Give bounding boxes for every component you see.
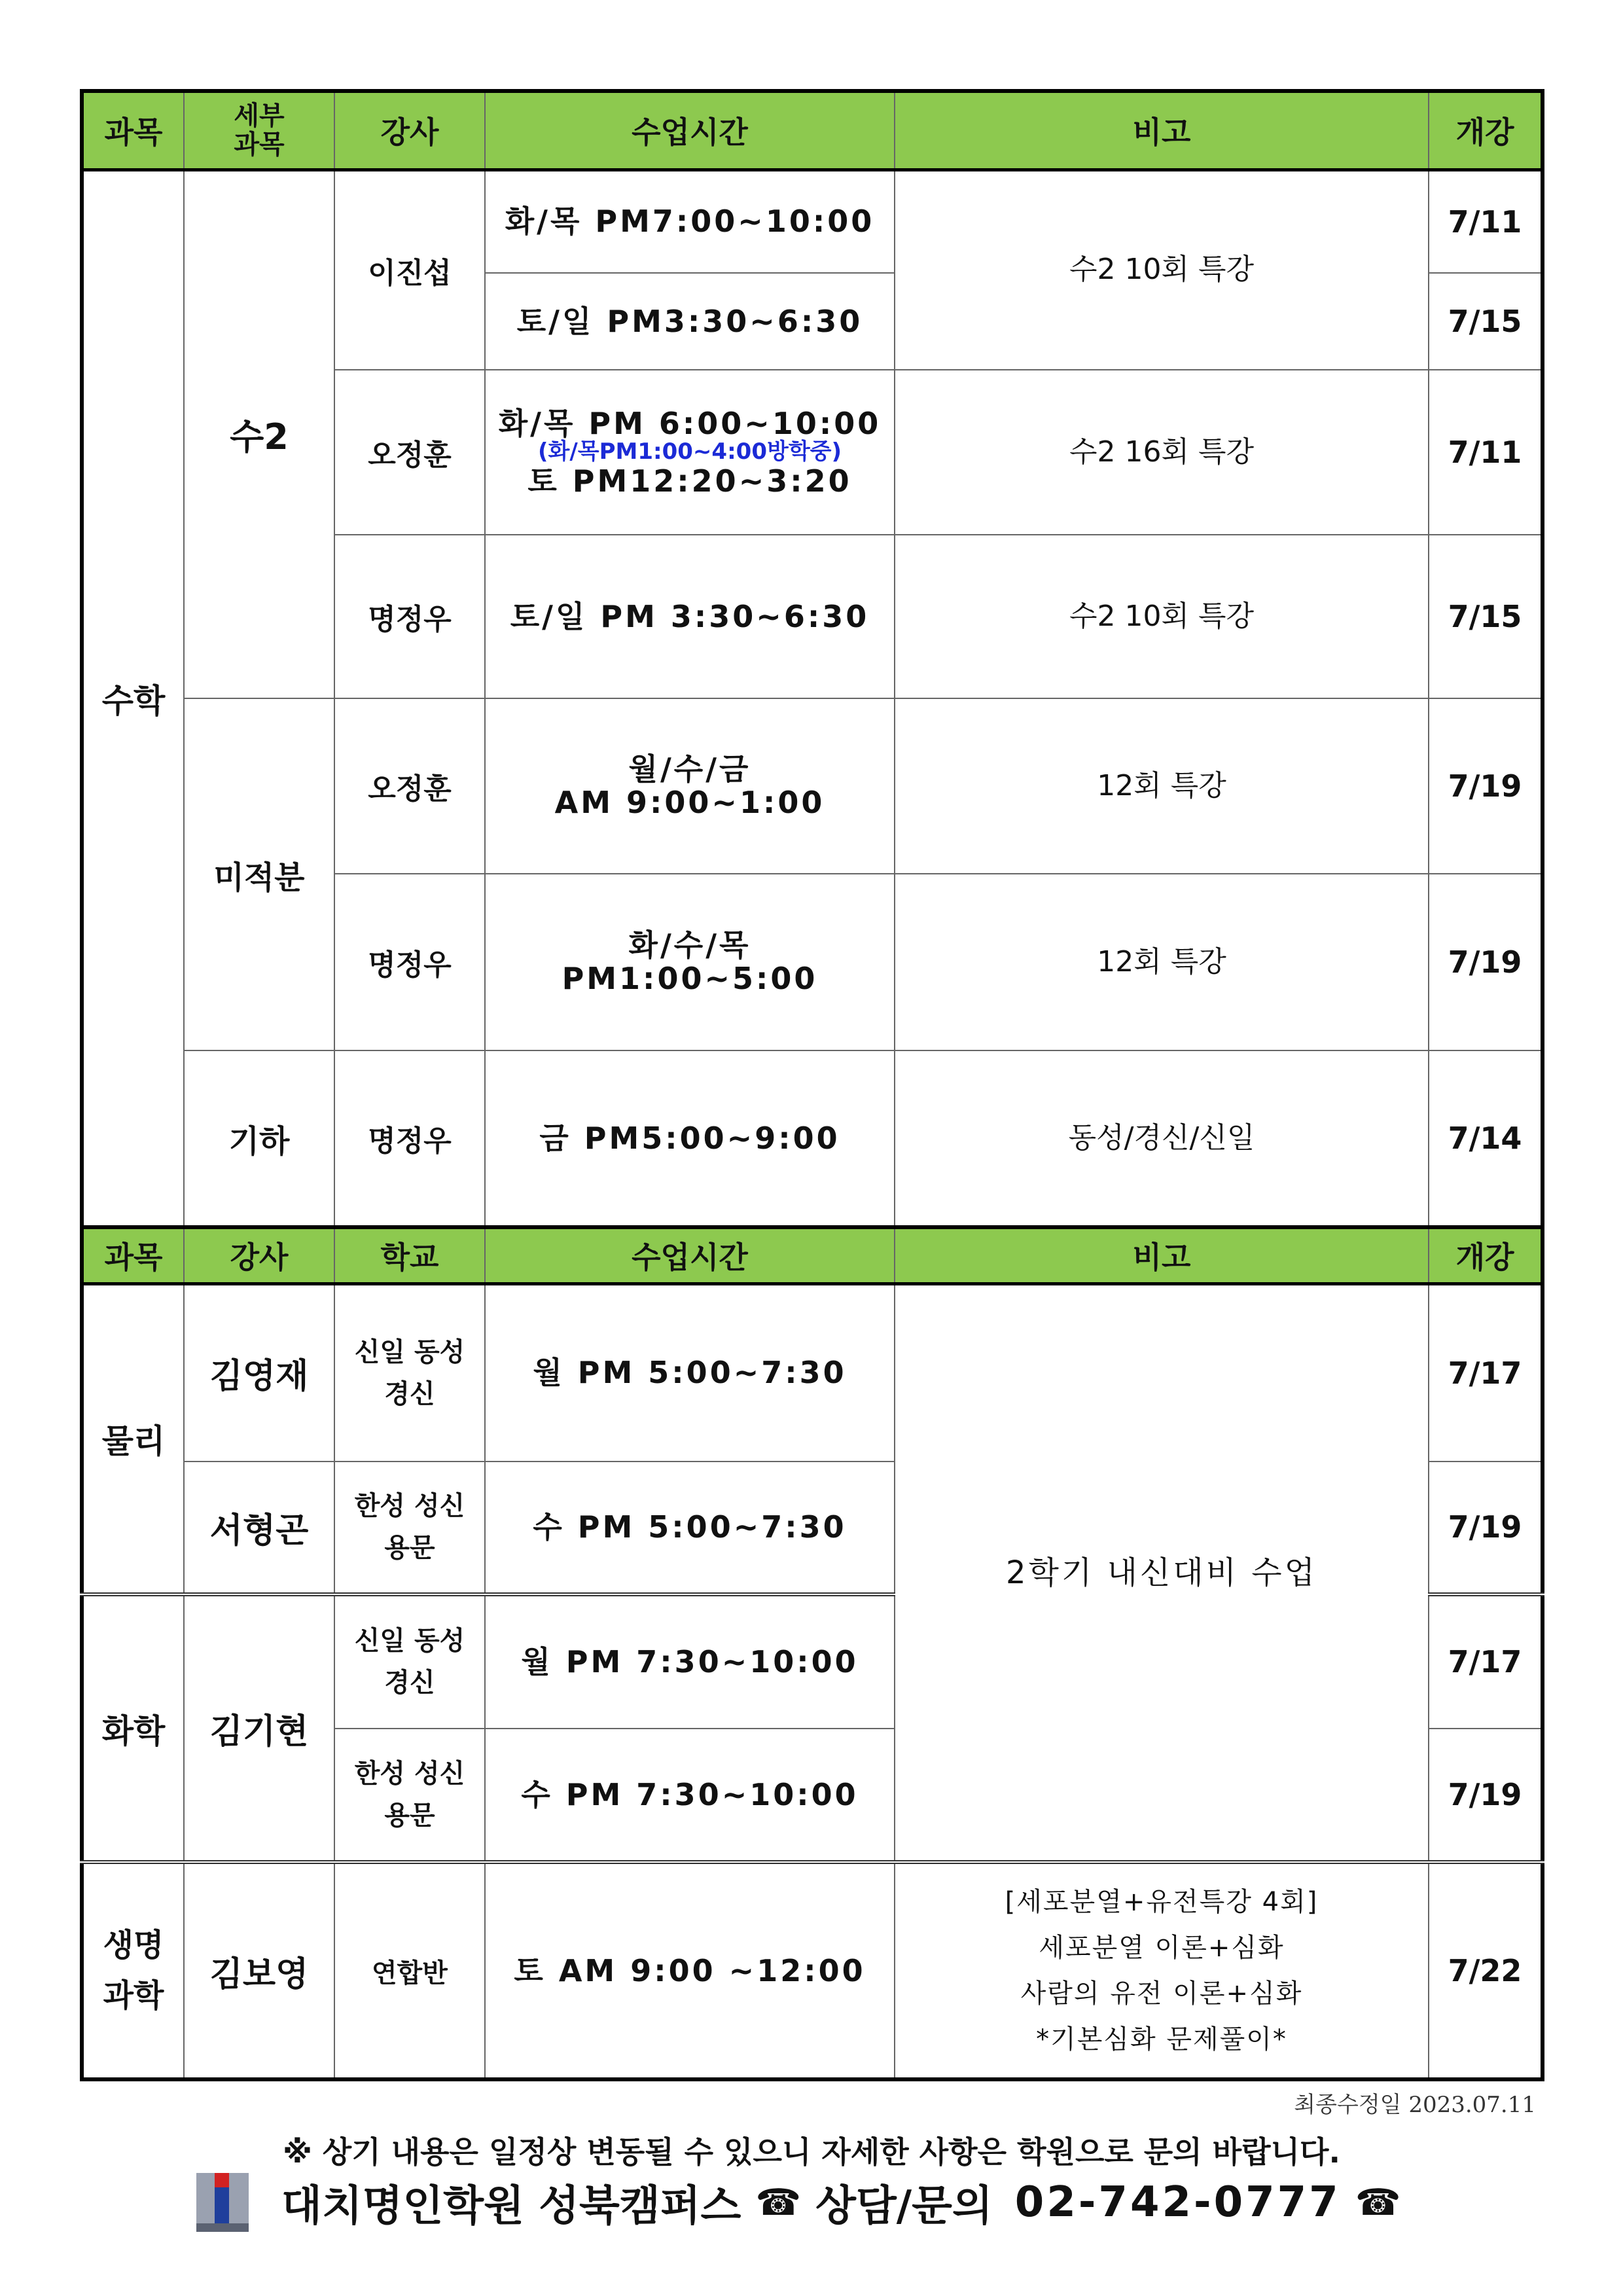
science-schedule-table: [80, 1225, 1544, 2081]
school-line: 신일 동성: [354, 1336, 465, 1367]
open-date-cell: 7/11: [1429, 170, 1543, 273]
open-date-cell: 7/14: [1429, 1050, 1543, 1227]
header-time: 수업시간: [485, 91, 895, 170]
math-schedule-table: [80, 89, 1544, 1229]
group-su2: 수2: [184, 170, 334, 698]
time-cell: 토/일 PM3:30~6:30: [485, 273, 895, 370]
subject-math: 수학: [82, 170, 184, 1227]
time-cell: [485, 370, 895, 535]
time-cell: [485, 698, 895, 874]
subject-physics: 물리: [82, 1283, 184, 1594]
phone-icon: ☎: [755, 2181, 802, 2224]
school-line: 경신: [384, 1668, 435, 1698]
open-date-cell: 7/15: [1429, 273, 1543, 370]
header-sub-subject-line2: 과목: [234, 130, 285, 160]
time-line: 화/수/목: [628, 927, 751, 963]
brand-contact-line: [196, 2173, 1415, 2232]
open-date-cell: 7/19: [1429, 874, 1543, 1050]
time-line: PM1:00~5:00: [562, 961, 818, 996]
note-line: 사람의 유전 이론+심화: [1020, 1979, 1303, 2009]
open-date-cell: 7/22: [1429, 1862, 1543, 2079]
time-cell: 수 PM 7:30~10:00: [485, 1729, 895, 1863]
notice-text: ※ 상기 내용은 일정상 변동될 수 있으니 자세한 사항은 학원으로 문의 바랍니다.: [283, 2134, 1340, 2170]
school-cell: 연합반: [334, 1862, 485, 2079]
teacher-cell: 김기현: [184, 1594, 334, 1863]
table-row: [82, 1283, 1543, 1461]
time-cell: 토/일 PM 3:30~6:30: [485, 535, 895, 698]
school-line: 용문: [384, 1800, 435, 1831]
note-cell: 수2 16회 특강: [895, 370, 1429, 535]
teacher-cell: 명정우: [334, 1050, 485, 1227]
school-cell: [334, 1462, 485, 1594]
time-cell: 월 PM 5:00~7:30: [485, 1283, 895, 1461]
school-cell: [334, 1729, 485, 1863]
school-cell: [334, 1594, 485, 1729]
time-cell: 월 PM 7:30~10:00: [485, 1594, 895, 1729]
school-line: 신일 동성: [354, 1626, 465, 1657]
time-cell: 금 PM5:00~9:00: [485, 1050, 895, 1227]
phone-number: 02-742-0777: [1014, 2178, 1341, 2227]
subject-biology: [82, 1862, 184, 2079]
table-row: [82, 170, 1543, 273]
open-date-cell: 7/15: [1429, 535, 1543, 698]
time-cell: 토 AM 9:00 ~12:00: [485, 1862, 895, 2079]
note-cell: 2학기 내신대비 수업: [895, 1283, 1429, 1862]
table-header-row: [82, 1227, 1543, 1283]
time-cell: 수 PM 5:00~7:30: [485, 1462, 895, 1594]
table-header-row: [82, 91, 1543, 170]
note-line: *기본심화 문제풀이*: [1036, 2024, 1287, 2055]
note-cell: 12회 특강: [895, 698, 1429, 874]
header-sub-subject: [184, 91, 334, 170]
open-date-cell: 7/19: [1429, 1729, 1543, 1863]
school-cell: [334, 1283, 485, 1461]
header-school: 학교: [334, 1227, 485, 1283]
time-line: 화/목 PM 6:00~10:00: [498, 405, 882, 441]
time-cell: [485, 874, 895, 1050]
table-row: [82, 1862, 1543, 2079]
school-line: 한성 성신: [354, 1491, 465, 1522]
group-geometry: 기하: [184, 1050, 334, 1227]
header-open: 개강: [1429, 91, 1543, 170]
group-calculus: 미적분: [184, 698, 334, 1050]
teacher-cell: 이진섭: [334, 170, 485, 370]
note-cell: [895, 1862, 1429, 2079]
teacher-cell: 오정훈: [334, 370, 485, 535]
school-line: 한성 성신: [354, 1758, 465, 1789]
vacation-time-line: (화/목PM1:00~4:00방학중): [537, 439, 842, 465]
brand-name: 대치명인학원 성북캠퍼스: [281, 2182, 741, 2231]
header-teacher: 강사: [184, 1227, 334, 1283]
teacher-cell: 서형곤: [184, 1462, 334, 1594]
open-date-cell: 7/17: [1429, 1283, 1543, 1461]
header-sub-subject-line1: 세부: [234, 101, 285, 132]
header-subject: 과목: [82, 91, 184, 170]
school-line: 용문: [384, 1533, 435, 1564]
open-date-cell: 7/19: [1429, 698, 1543, 874]
table-row: [82, 698, 1543, 874]
subject-chemistry: 화학: [82, 1594, 184, 1863]
header-note: 비고: [895, 91, 1429, 170]
phone-icon: ☎: [1355, 2181, 1401, 2224]
note-cell: 동성/경신/신일: [895, 1050, 1429, 1227]
note-line: 세포분열 이론+심화: [1039, 1933, 1285, 1964]
header-subject: 과목: [82, 1227, 184, 1283]
teacher-cell: 김영재: [184, 1283, 334, 1461]
time-line: 토 PM12:20~3:20: [527, 463, 852, 499]
time-cell: 화/목 PM7:00~10:00: [485, 170, 895, 273]
open-date-cell: 7/11: [1429, 370, 1543, 535]
subject-line: 생명: [103, 1927, 164, 1964]
note-line: [세포분열+유전특강 4회]: [1005, 1887, 1319, 1918]
academy-logo-icon: [196, 2173, 249, 2232]
header-teacher: 강사: [334, 91, 485, 170]
time-line: 월/수/금: [628, 751, 751, 787]
teacher-cell: 명정우: [334, 535, 485, 698]
open-date-cell: 7/19: [1429, 1462, 1543, 1594]
time-line: AM 9:00~1:00: [554, 785, 825, 820]
school-line: 경신: [384, 1378, 435, 1409]
table-row: [82, 1050, 1543, 1227]
subject-line: 과학: [103, 1977, 164, 2015]
teacher-cell: 오정훈: [334, 698, 485, 874]
note-cell: 수2 10회 특강: [895, 535, 1429, 698]
last-modified-date: 최종수정일 2023.07.11: [1294, 2092, 1536, 2118]
header-note: 비고: [895, 1227, 1429, 1283]
header-open: 개강: [1429, 1227, 1543, 1283]
open-date-cell: 7/17: [1429, 1594, 1543, 1729]
note-cell: 수2 10회 특강: [895, 170, 1429, 370]
note-cell: 12회 특강: [895, 874, 1429, 1050]
teacher-cell: 명정우: [334, 874, 485, 1050]
contact-label: 상담/문의: [815, 2182, 993, 2231]
teacher-cell: 김보영: [184, 1862, 334, 2079]
header-time: 수업시간: [485, 1227, 895, 1283]
